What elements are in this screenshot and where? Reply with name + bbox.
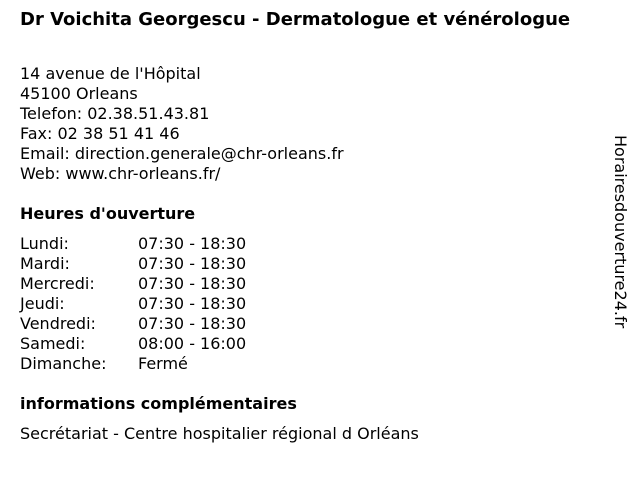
email-link[interactable]: direction.generale@chr-orleans.fr	[74, 144, 344, 163]
day-label: Lundi:	[20, 234, 69, 253]
fax-number: Fax: 02 38 51 41 46	[20, 124, 180, 143]
web-label: Web:	[20, 164, 66, 183]
time-value: 08:00 - 16:00	[138, 334, 247, 353]
info-text: Secrétariat - Centre hospitalier régional d Orléans	[20, 424, 419, 443]
page-title: Dr Voichita Georgescu - Dermatologue et vénérologue	[20, 9, 571, 30]
time-value: 07:30 - 18:30	[138, 274, 247, 293]
time-value: 07:30 - 18:30	[138, 314, 247, 333]
email-line	[20, 144, 344, 164]
phone-number: Telefon: 02.38.51.43.81	[20, 104, 210, 123]
time-value: Fermé	[138, 354, 188, 373]
city: 45100 Orleans	[20, 84, 138, 103]
info-heading: informations complémentaires	[20, 394, 297, 413]
contact-block	[20, 64, 344, 184]
street-address: 14 avenue de l'Hôpital	[20, 64, 201, 83]
time-value: 07:30 - 18:30	[138, 234, 247, 253]
time-value: 07:30 - 18:30	[138, 254, 247, 273]
hours-heading: Heures d'ouverture	[20, 204, 196, 223]
day-label: Mardi:	[20, 254, 70, 273]
email-label: Email:	[20, 144, 75, 163]
day-label: Jeudi:	[20, 294, 65, 313]
web-line	[20, 164, 344, 184]
web-link[interactable]: www.chr-orleans.fr/	[65, 164, 221, 183]
day-label: Mercredi:	[20, 274, 95, 293]
site-watermark: Horairesdouverture24.fr	[611, 135, 630, 329]
day-label: Dimanche:	[20, 354, 107, 373]
day-label: Vendredi:	[20, 314, 96, 333]
time-value: 07:30 - 18:30	[138, 294, 247, 313]
day-label: Samedi:	[20, 334, 86, 353]
